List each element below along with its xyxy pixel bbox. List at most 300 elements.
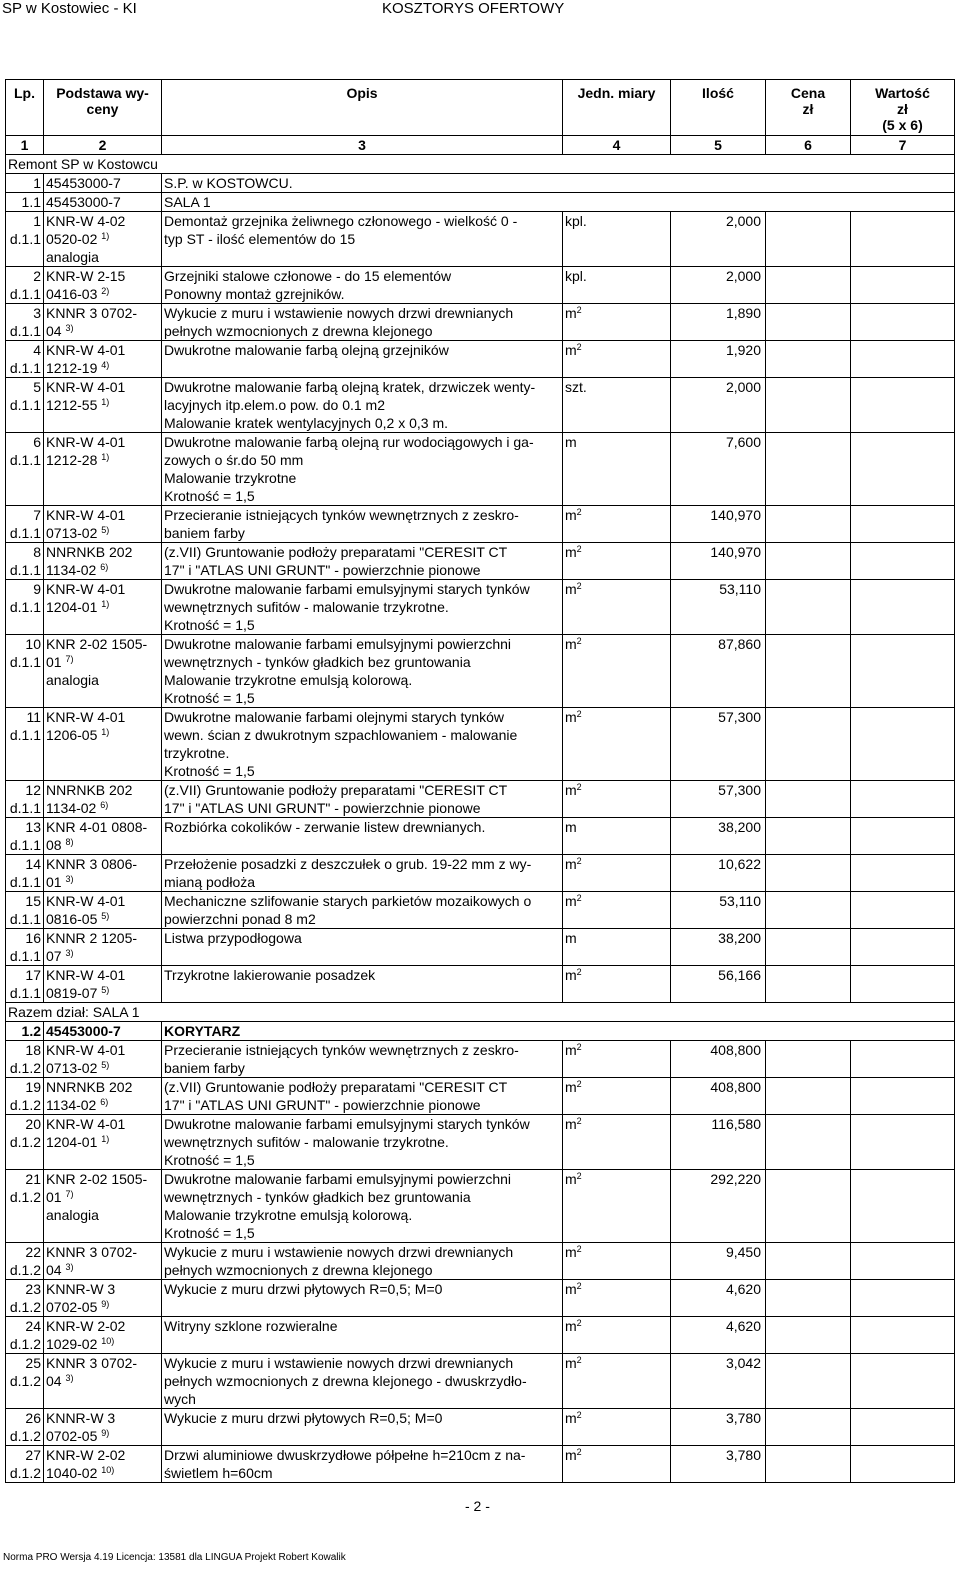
item-description	[162, 1280, 563, 1317]
basis-text: KNR 2-02 1505-	[46, 636, 148, 652]
item-unit	[563, 212, 671, 267]
description-line: Krotność = 1,5	[164, 1152, 255, 1168]
basis-line	[46, 1188, 159, 1206]
description-line: Dwukrotne malowanie farbą olejną grzejników	[164, 342, 449, 358]
description-line: Demontaż grzejnika żeliwnego członowego - wielkość 0 -	[164, 213, 518, 229]
item-number: 17	[25, 967, 41, 983]
basis-text: 04	[46, 1262, 62, 1278]
basis-line	[46, 433, 159, 451]
item-number: 16	[25, 930, 41, 946]
basis-line	[46, 1261, 159, 1279]
basis-line	[46, 836, 159, 854]
item-quantity: 2,000	[671, 378, 766, 433]
description-line: Krotność = 1,5	[164, 1225, 255, 1241]
col-number: 2	[44, 136, 162, 155]
table-row	[6, 1409, 955, 1446]
item-price	[766, 1041, 851, 1078]
basis-line	[46, 1409, 159, 1427]
table-row	[6, 708, 955, 781]
item-department: d.1.2	[9, 1262, 41, 1278]
description-line: Krotność = 1,5	[164, 488, 255, 504]
basis-line	[46, 322, 159, 340]
basis-line	[46, 451, 159, 469]
unit-exponent: 2	[576, 1244, 582, 1254]
col-number: 1	[6, 136, 44, 155]
unit-text: m	[565, 893, 577, 909]
item-basis	[44, 341, 162, 378]
item-quantity: 3,042	[671, 1354, 766, 1409]
unit-exponent: 2	[576, 893, 582, 903]
item-value	[851, 855, 955, 892]
item-value	[851, 1446, 955, 1483]
item-quantity: 3,780	[671, 1446, 766, 1483]
item-unit	[563, 1446, 671, 1483]
footnote-ref: 3)	[65, 948, 74, 958]
item-price	[766, 433, 851, 506]
item-department: d.1.1	[9, 525, 41, 541]
description-line: Krotność = 1,5	[164, 690, 255, 706]
basis-line	[46, 1372, 159, 1390]
unit-exponent: 2	[576, 636, 582, 646]
basis-text: 07	[46, 948, 62, 964]
item-unit	[563, 708, 671, 781]
footnote-ref: 1)	[101, 599, 110, 609]
basis-line	[46, 524, 159, 542]
item-price	[766, 818, 851, 855]
basis-line	[46, 230, 159, 248]
item-quantity: 38,200	[671, 929, 766, 966]
basis-text: KNR-W 4-01	[46, 342, 126, 358]
basis-line	[46, 1298, 159, 1316]
item-number: 23	[25, 1281, 41, 1297]
table-row	[6, 1280, 955, 1317]
basis-line	[46, 248, 159, 266]
unit-exponent: 2	[576, 1079, 582, 1089]
item-department: d.1.1	[9, 948, 41, 964]
item-unit	[563, 1409, 671, 1446]
item-number: 26	[25, 1410, 41, 1426]
description-line: 17" i "ATLAS UNI GRUNT" - powierzchnie pionowe	[164, 562, 481, 578]
unit-exponent: 2	[576, 342, 582, 352]
item-quantity: 1,920	[671, 341, 766, 378]
item-department: d.1.1	[9, 323, 41, 339]
item-quantity: 38,200	[671, 818, 766, 855]
item-number: 22	[25, 1244, 41, 1260]
description-line: Wykucie z muru drzwi płytowych R=0,5; M=0	[164, 1410, 443, 1426]
item-basis	[44, 1409, 162, 1446]
item-unit	[563, 304, 671, 341]
item-quantity: 53,110	[671, 892, 766, 929]
item-description	[162, 818, 563, 855]
basis-line	[46, 1354, 159, 1372]
basis-line	[46, 212, 159, 230]
item-quantity: 292,220	[671, 1170, 766, 1243]
table-row	[6, 506, 955, 543]
item-quantity: 57,300	[671, 708, 766, 781]
unit-text: m	[565, 507, 577, 523]
item-quantity: 4,620	[671, 1280, 766, 1317]
table-row	[6, 1354, 955, 1409]
item-price	[766, 929, 851, 966]
basis-line	[46, 726, 159, 744]
unit-text: m	[565, 1281, 577, 1297]
description-line: Dwukrotne malowanie farbami olejnymi starych tynków	[164, 709, 505, 725]
item-quantity: 3,780	[671, 1409, 766, 1446]
description-line: zowych o śr.do 50 mm	[164, 452, 304, 468]
footnote-ref: 5)	[101, 525, 110, 535]
section-name: SALA 1	[162, 193, 955, 212]
item-value	[851, 1115, 955, 1170]
col-number: 5	[671, 136, 766, 155]
item-lp	[6, 1243, 44, 1280]
table-row	[6, 341, 955, 378]
section-summary: Razem dział: SALA 1	[6, 1003, 955, 1022]
basis-text: 1212-28	[46, 452, 98, 468]
unit-text: m	[565, 1244, 577, 1260]
header-description: Opis	[162, 80, 563, 136]
item-number: 27	[25, 1447, 41, 1463]
footnote-ref: 1)	[101, 727, 110, 737]
item-department: d.1.1	[9, 727, 41, 743]
unit-text: m	[565, 856, 577, 872]
basis-text: 1212-55	[46, 397, 98, 413]
section-lp: 1.2	[6, 1022, 44, 1041]
footnote-ref: 1)	[101, 452, 110, 462]
footnote-ref: 1)	[101, 1134, 110, 1144]
description-line: wewnętrznych sufitów - malowanie trzykrotne.	[164, 1134, 449, 1150]
item-department: d.1.2	[9, 1189, 41, 1205]
item-description	[162, 341, 563, 378]
item-quantity: 7,600	[671, 433, 766, 506]
item-description	[162, 708, 563, 781]
item-quantity: 408,800	[671, 1041, 766, 1078]
header-lp: Lp.	[6, 80, 44, 136]
basis-text: 1029-02	[46, 1336, 98, 1352]
basis-text: 01	[46, 654, 62, 670]
item-price	[766, 1354, 851, 1409]
group-row	[6, 174, 955, 193]
item-value	[851, 708, 955, 781]
item-price	[766, 966, 851, 1003]
unit-text: kpl.	[565, 268, 587, 284]
basis-text: KNNR 2 1205-	[46, 930, 138, 946]
item-description	[162, 1243, 563, 1280]
basis-line	[46, 635, 159, 653]
item-unit	[563, 433, 671, 506]
section-row	[6, 193, 955, 212]
basis-text: 0416-03	[46, 286, 98, 302]
basis-text: KNR-W 4-01	[46, 709, 126, 725]
basis-text: 1040-02	[46, 1465, 98, 1481]
item-lp	[6, 818, 44, 855]
item-description	[162, 543, 563, 580]
item-number: 20	[25, 1116, 41, 1132]
estimate-title-row	[6, 155, 955, 174]
item-value	[851, 267, 955, 304]
basis-text: analogia	[46, 249, 99, 265]
item-number: 10	[25, 636, 41, 652]
item-quantity: 140,970	[671, 506, 766, 543]
description-line: Dwukrotne malowanie farbami emulsyjnymi powierzchni	[164, 636, 512, 652]
item-basis	[44, 212, 162, 267]
item-description	[162, 1409, 563, 1446]
description-line: Przecieranie istniejących tynków wewnętrznych z zeskro-	[164, 507, 519, 523]
table-row	[6, 433, 955, 506]
basis-text: KNR-W 4-01	[46, 1042, 126, 1058]
document-header-left: SP w Kostowiec - KI	[2, 0, 137, 17]
item-price	[766, 1409, 851, 1446]
item-unit	[563, 1354, 671, 1409]
basis-text: NNRNKB 202	[46, 544, 133, 560]
basis-text: 1204-01	[46, 1134, 98, 1150]
item-basis	[44, 304, 162, 341]
item-basis	[44, 1078, 162, 1115]
header-quantity: Ilość	[671, 80, 766, 136]
item-value	[851, 892, 955, 929]
basis-line	[46, 855, 159, 873]
description-line: Przecieranie istniejących tynków wewnętrznych z zeskro-	[164, 1042, 519, 1058]
basis-text: KNR-W 4-01	[46, 893, 126, 909]
unit-text: m	[565, 1116, 577, 1132]
item-department: d.1.1	[9, 231, 41, 247]
item-basis	[44, 543, 162, 580]
item-department: d.1.1	[9, 562, 41, 578]
basis-text: 1134-02	[46, 1097, 97, 1113]
table-row	[6, 1078, 955, 1115]
unit-text: kpl.	[565, 213, 587, 229]
table-row	[6, 543, 955, 580]
basis-line	[46, 1427, 159, 1445]
item-price	[766, 1170, 851, 1243]
footnote-ref: 2)	[101, 286, 110, 296]
item-basis	[44, 1243, 162, 1280]
footnote-ref: 7)	[65, 654, 74, 664]
item-quantity: 87,860	[671, 635, 766, 708]
description-line: baniem farby	[164, 1060, 245, 1076]
item-description	[162, 1170, 563, 1243]
item-quantity: 10,622	[671, 855, 766, 892]
basis-text: 01	[46, 1189, 62, 1205]
basis-text: KNR 4-01 0808-	[46, 819, 148, 835]
footnote-ref: 3)	[65, 1373, 74, 1383]
section-summary-row	[6, 1003, 955, 1022]
item-basis	[44, 1115, 162, 1170]
unit-text: m	[565, 636, 577, 652]
footnote-ref: 4)	[101, 360, 110, 370]
basis-text: 04	[46, 1373, 62, 1389]
description-line: lacyjnych itp.elem.o pow. do 0.1 m2	[164, 397, 386, 413]
item-unit	[563, 892, 671, 929]
unit-exponent: 2	[576, 967, 582, 977]
description-line: (z.VII) Gruntowanie podłoży preparatami "CERESIT CT	[164, 1079, 508, 1095]
unit-text: m	[565, 581, 577, 597]
item-price	[766, 1317, 851, 1354]
basis-line	[46, 1446, 159, 1464]
item-number: 1	[33, 213, 41, 229]
description-line: pełnych wzmocnionych z drewna klejonego - dwuskrzydło-	[164, 1373, 527, 1389]
item-value	[851, 378, 955, 433]
table-row	[6, 1446, 955, 1483]
item-basis	[44, 781, 162, 818]
basis-line	[46, 285, 159, 303]
basis-text: KNR-W 4-02	[46, 213, 126, 229]
footnote-ref: 10)	[101, 1336, 115, 1346]
description-line: Drzwi aluminiowe dwuskrzydłowe półpełne h=210cm z na-	[164, 1447, 526, 1463]
item-description	[162, 267, 563, 304]
footnote-ref: 9)	[101, 1299, 110, 1309]
item-description	[162, 378, 563, 433]
basis-text: KNNR-W 3	[46, 1410, 116, 1426]
cost-estimate-table	[5, 79, 955, 1483]
item-quantity: 2,000	[671, 267, 766, 304]
basis-text: 0702-05	[46, 1299, 98, 1315]
item-lp	[6, 892, 44, 929]
item-description	[162, 1317, 563, 1354]
item-description	[162, 781, 563, 818]
unit-text: m	[565, 1355, 577, 1371]
item-basis	[44, 966, 162, 1003]
item-department: d.1.2	[9, 1428, 41, 1444]
item-value	[851, 1078, 955, 1115]
description-line: mianą podłoża	[164, 874, 256, 890]
table-row	[6, 1317, 955, 1354]
item-number: 3	[33, 305, 41, 321]
item-value	[851, 1041, 955, 1078]
basis-line	[46, 892, 159, 910]
item-lp	[6, 855, 44, 892]
item-unit	[563, 378, 671, 433]
footnote-ref: 8)	[65, 837, 74, 847]
footnote-ref: 6)	[100, 562, 109, 572]
item-number: 24	[25, 1318, 41, 1334]
basis-text: 1134-02	[46, 800, 97, 816]
description-line: wych	[164, 1391, 196, 1407]
basis-line	[46, 1243, 159, 1261]
item-price	[766, 212, 851, 267]
basis-line	[46, 506, 159, 524]
unit-exponent: 2	[576, 782, 582, 792]
basis-text: analogia	[46, 672, 99, 688]
header-basis: Podstawa wy- ceny	[44, 80, 162, 136]
item-quantity: 56,166	[671, 966, 766, 1003]
unit-text: m	[565, 709, 577, 725]
item-value	[851, 212, 955, 267]
description-line: 17" i "ATLAS UNI GRUNT" - powierzchnie pionowe	[164, 800, 481, 816]
item-department: d.1.1	[9, 985, 41, 1001]
footnote-ref: 3)	[65, 323, 74, 333]
basis-line	[46, 781, 159, 799]
item-number: 12	[25, 782, 41, 798]
section-name: KORYTARZ	[162, 1022, 955, 1041]
item-quantity: 53,110	[671, 580, 766, 635]
item-basis	[44, 580, 162, 635]
basis-text: analogia	[46, 1207, 99, 1223]
item-department: d.1.2	[9, 1060, 41, 1076]
item-lp	[6, 1280, 44, 1317]
item-department: d.1.1	[9, 800, 41, 816]
item-basis	[44, 267, 162, 304]
basis-text: 0816-05	[46, 911, 98, 927]
item-lp	[6, 304, 44, 341]
basis-line	[46, 873, 159, 891]
item-basis	[44, 708, 162, 781]
footnote-ref: 5)	[101, 1060, 110, 1070]
col-number: 3	[162, 136, 563, 155]
description-line: Mechaniczne szlifowanie starych parkietów mozaikowych o	[164, 893, 532, 909]
basis-text: KNR-W 2-02	[46, 1447, 126, 1463]
item-price	[766, 1243, 851, 1280]
item-number: 18	[25, 1042, 41, 1058]
item-basis	[44, 433, 162, 506]
page-number: - 2 -	[465, 1498, 490, 1514]
item-department: d.1.2	[9, 1134, 41, 1150]
item-quantity: 4,620	[671, 1317, 766, 1354]
description-line: (z.VII) Gruntowanie podłoży preparatami "CERESIT CT	[164, 544, 508, 560]
item-number: 5	[33, 379, 41, 395]
footnote-ref: 7)	[65, 1189, 74, 1199]
basis-line	[46, 1206, 159, 1224]
item-unit	[563, 267, 671, 304]
table-row	[6, 1041, 955, 1078]
item-number: 25	[25, 1355, 41, 1371]
footnote-ref: 1)	[101, 231, 110, 241]
description-line: Krotność = 1,5	[164, 617, 255, 633]
col-number: 4	[563, 136, 671, 155]
column-number-row	[6, 136, 955, 155]
item-unit	[563, 966, 671, 1003]
description-line: Grzejniki stalowe członowe - do 15 elementów	[164, 268, 452, 284]
basis-text: 08	[46, 837, 62, 853]
basis-text: KNNR-W 3	[46, 1281, 116, 1297]
item-basis	[44, 378, 162, 433]
item-lp	[6, 1170, 44, 1243]
basis-line	[46, 598, 159, 616]
unit-text: m	[565, 1171, 577, 1187]
description-line: (z.VII) Gruntowanie podłoży preparatami "CERESIT CT	[164, 782, 508, 798]
item-value	[851, 781, 955, 818]
item-quantity: 408,800	[671, 1078, 766, 1115]
basis-text: 1206-05	[46, 727, 98, 743]
basis-text: KNR-W 4-01	[46, 379, 126, 395]
item-department: d.1.2	[9, 1299, 41, 1315]
table-row	[6, 855, 955, 892]
item-description	[162, 433, 563, 506]
item-quantity: 1,890	[671, 304, 766, 341]
description-line: typ ST - ilość elementów do 15	[164, 231, 356, 247]
item-description	[162, 212, 563, 267]
basis-text: 0702-05	[46, 1428, 98, 1444]
unit-text: m	[565, 342, 577, 358]
item-price	[766, 341, 851, 378]
group-lp: 1	[6, 174, 44, 193]
item-price	[766, 543, 851, 580]
basis-line	[46, 818, 159, 836]
item-lp	[6, 212, 44, 267]
table-row	[6, 781, 955, 818]
item-unit	[563, 929, 671, 966]
basis-line	[46, 341, 159, 359]
unit-exponent: 2	[576, 305, 582, 315]
basis-text: 0713-02	[46, 1060, 98, 1076]
item-department: d.1.1	[9, 874, 41, 890]
item-description	[162, 929, 563, 966]
description-line: Krotność = 1,5	[164, 763, 255, 779]
unit-exponent: 2	[576, 1355, 582, 1365]
basis-line	[46, 947, 159, 965]
basis-text: 1134-02	[46, 562, 97, 578]
basis-text: KNR-W 4-01	[46, 967, 126, 983]
description-line: wewnętrznych - tynków gładkich bez gruntowania	[164, 1189, 471, 1205]
